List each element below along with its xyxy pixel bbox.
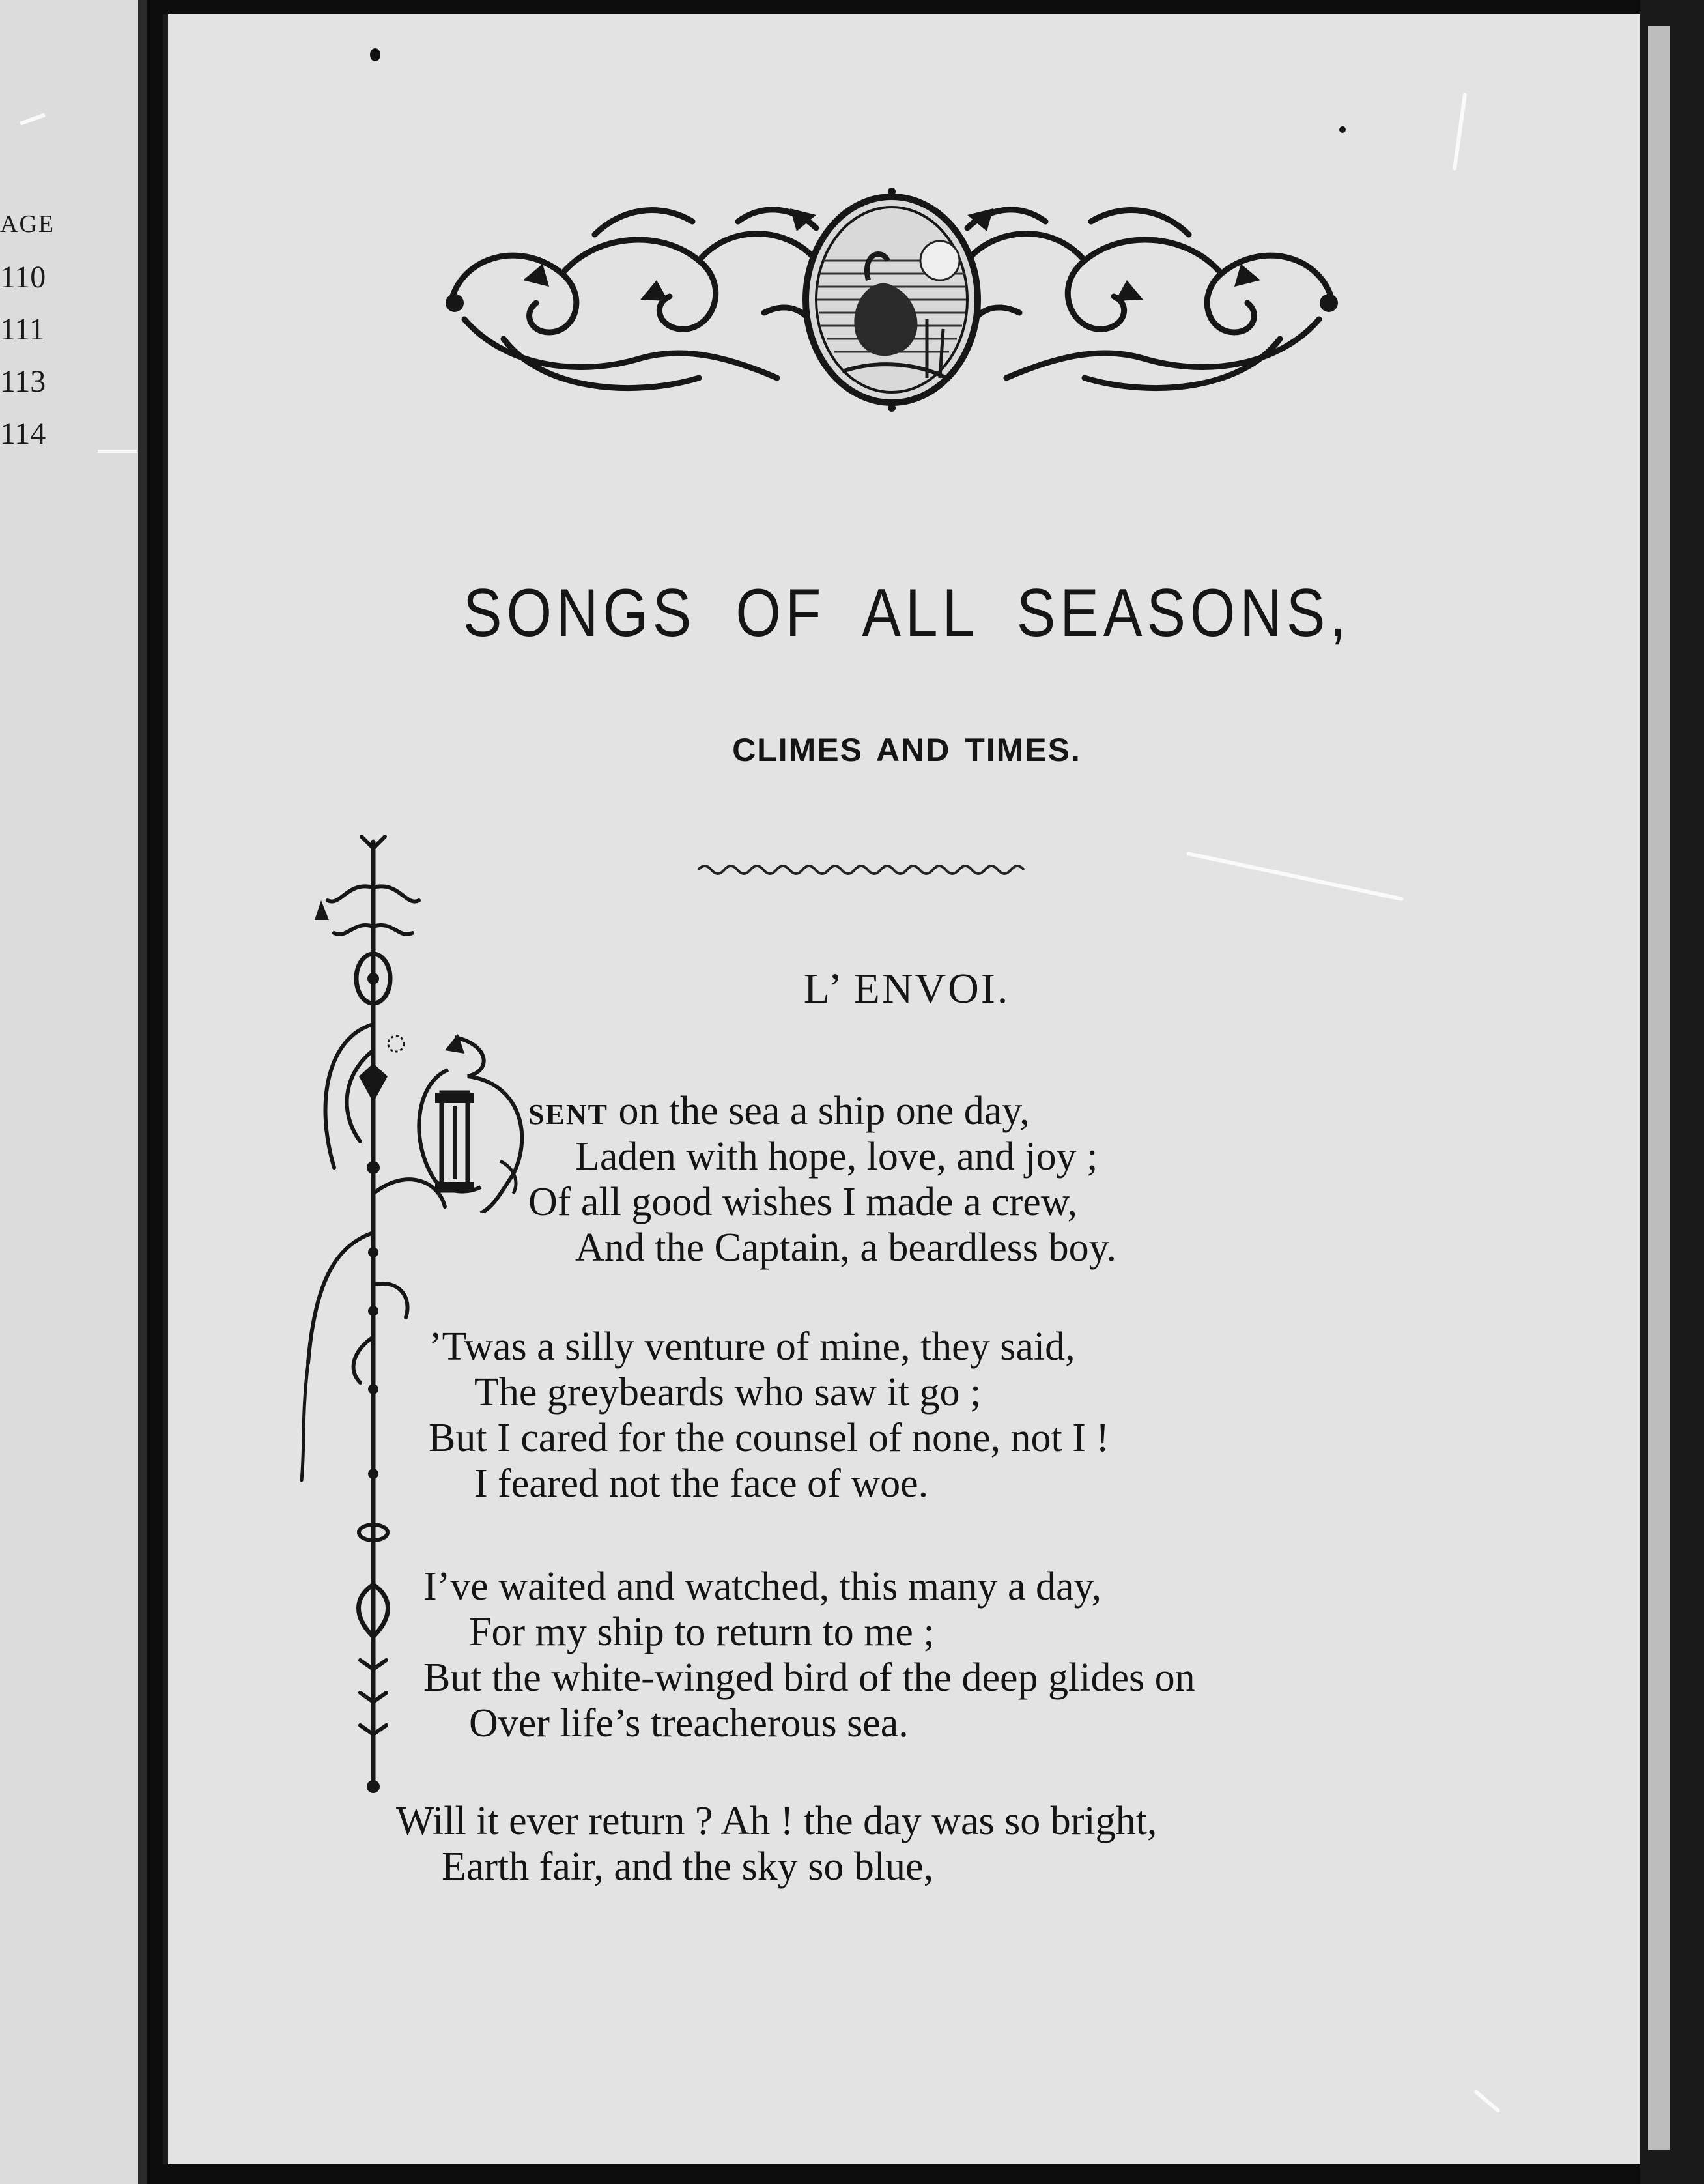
page-number: 111 bbox=[0, 312, 45, 347]
page-number: 110 bbox=[0, 260, 46, 295]
scan-scratch bbox=[20, 113, 46, 125]
poem-line: But I cared for the counsel of none, not I ! bbox=[429, 1416, 1110, 1460]
poem-title: L’ ENVOI. bbox=[803, 965, 1010, 1013]
drop-cap-lead-word: SENT bbox=[528, 1099, 608, 1130]
book-subtitle: CLIMES AND TIMES. bbox=[732, 732, 1081, 768]
ink-speck bbox=[1339, 126, 1346, 133]
poem-line: I’ve waited and watched, this many a day, bbox=[423, 1564, 1101, 1609]
book-fore-edge bbox=[1640, 0, 1704, 2184]
poem-line: Earth fair, and the sky so blue, bbox=[442, 1845, 934, 1889]
page-edge-shadow bbox=[138, 0, 147, 2184]
page-edge-strip bbox=[1648, 26, 1670, 2150]
poem-line: And the Captain, a beardless boy. bbox=[575, 1226, 1117, 1270]
ink-speck bbox=[370, 48, 380, 61]
poem-line: For my ship to return to me ; bbox=[469, 1610, 935, 1654]
page-number: 113 bbox=[0, 364, 46, 399]
scan-scratch bbox=[98, 450, 137, 453]
poem-line: I feared not the face of woe. bbox=[474, 1461, 929, 1506]
poem-line: Of all good wishes I made a crew, bbox=[528, 1180, 1078, 1224]
page-number: 114 bbox=[0, 416, 46, 451]
poem-line: Laden with hope, love, and joy ; bbox=[575, 1134, 1098, 1179]
book-title: SONGS OF ALL SEASONS, bbox=[462, 575, 1351, 651]
poem-line bbox=[528, 1088, 1030, 1134]
poem-line-text: on the sea a ship one day, bbox=[608, 1089, 1030, 1133]
poem-line: Will it ever return ? Ah ! the day was so bright, bbox=[396, 1799, 1157, 1843]
previous-page-fragment bbox=[0, 0, 147, 2184]
poem-line: But the white-winged bird of the deep glides on bbox=[423, 1656, 1195, 1700]
poem-line: ’Twas a silly venture of mine, they said, bbox=[429, 1325, 1075, 1369]
poem-line: The greybeards who saw it go ; bbox=[474, 1370, 982, 1415]
poem-line: Over life’s treacherous sea. bbox=[469, 1701, 909, 1746]
poem-body bbox=[168, 14, 1640, 2164]
page-column-label: AGE bbox=[0, 210, 55, 238]
book-page bbox=[163, 14, 1640, 2164]
